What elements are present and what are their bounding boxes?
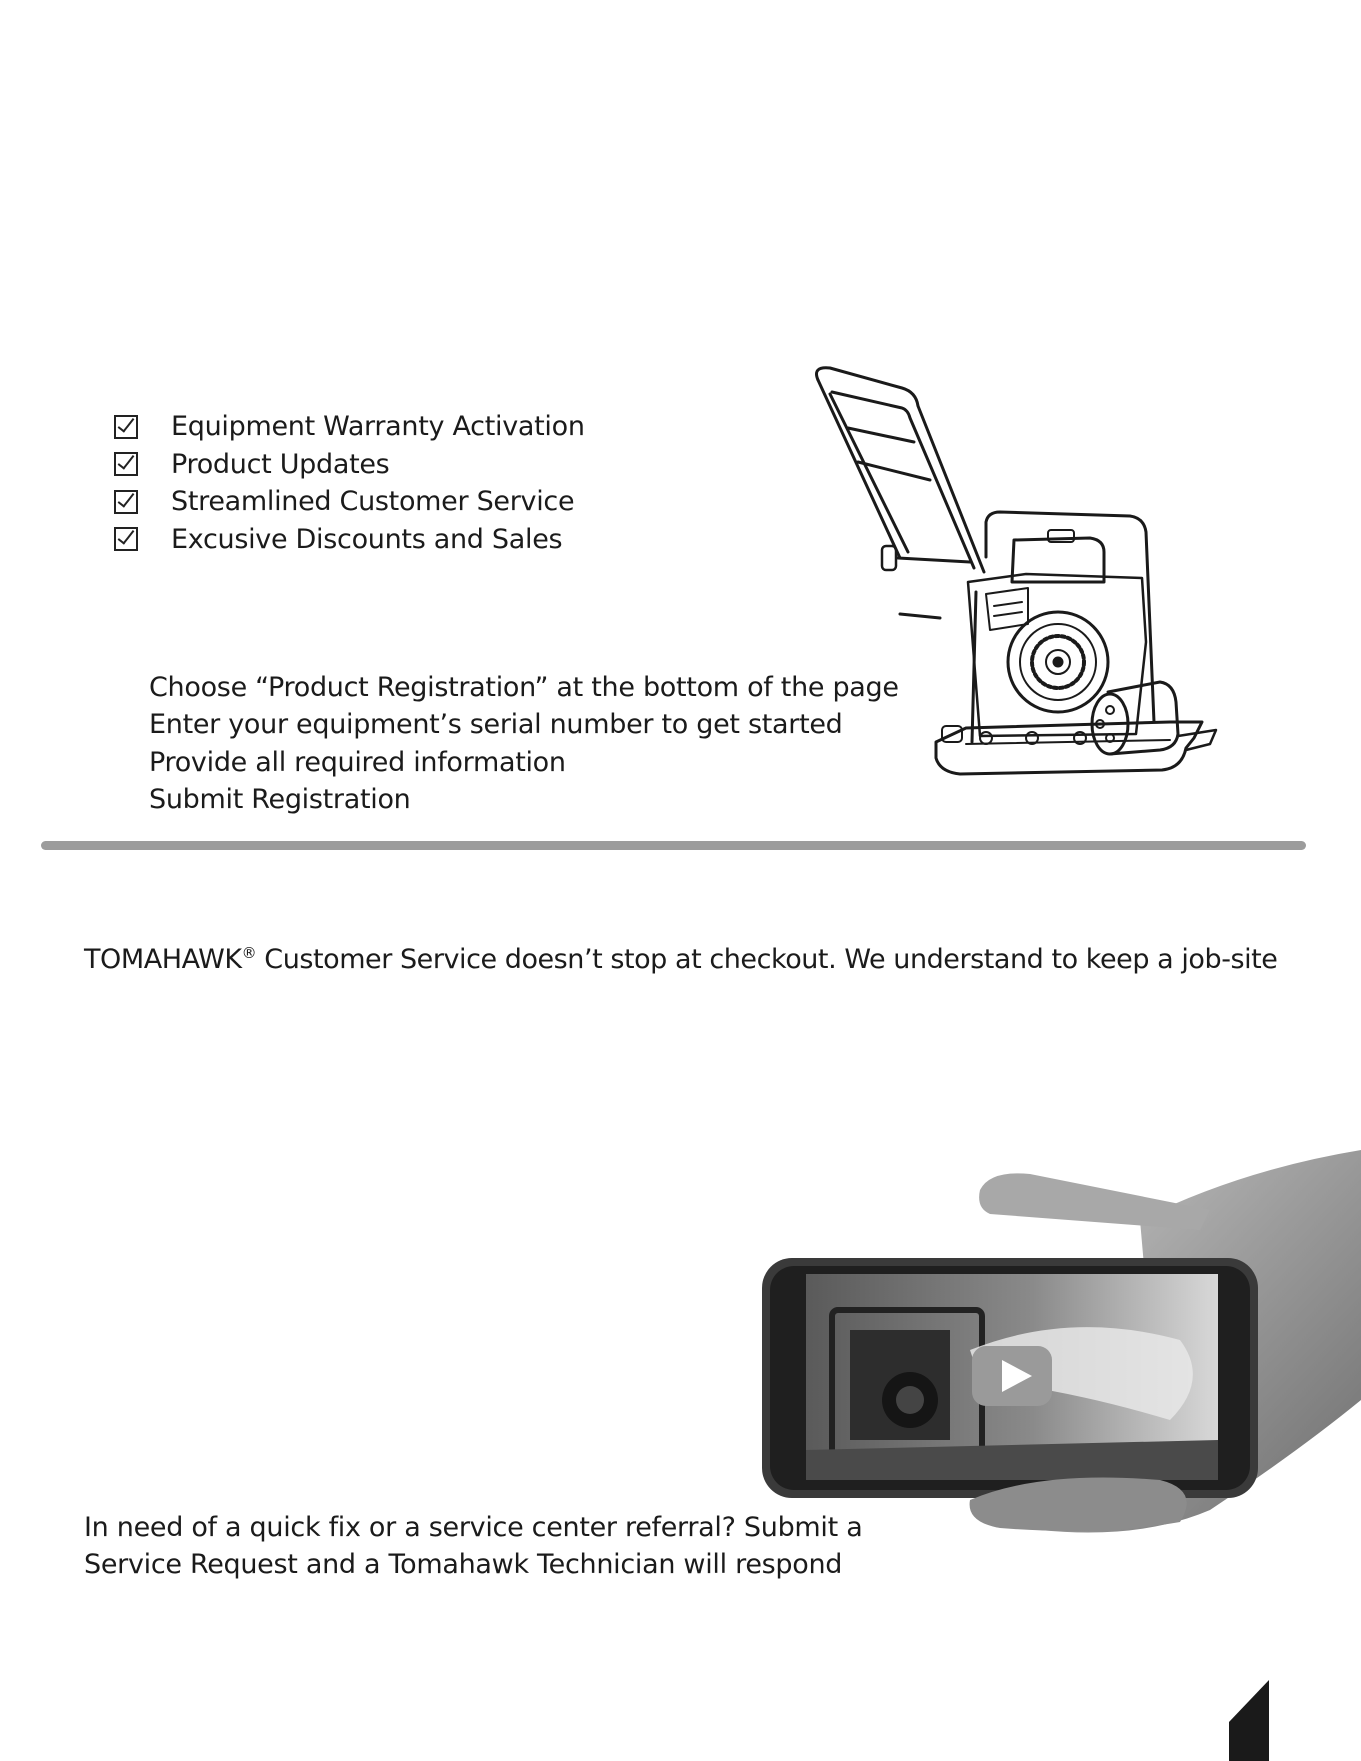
play-icon[interactable] — [972, 1346, 1052, 1406]
step-item: Provide all required information — [149, 746, 566, 778]
page-corner-tab — [1229, 1680, 1269, 1761]
step-item: Enter your equipment’s serial number to get started — [149, 709, 843, 741]
step-item: Choose “Product Registration” at the bottom of the page — [149, 672, 899, 703]
registration-steps — [149, 672, 899, 821]
benefit-label: Product Updates — [171, 448, 390, 480]
checked-box-icon — [114, 527, 138, 551]
benefit-label: Equipment Warranty Activation — [171, 411, 585, 443]
service-request-text — [84, 1512, 862, 1586]
phone-video-illustration — [740, 1150, 1361, 1550]
benefit-item — [114, 408, 585, 446]
brand-name: TOMAHAWK — [84, 944, 242, 975]
service-body: Customer Service doesn’t stop at checkout. We understand to keep a job-site — [256, 944, 1278, 975]
request-line: In need of a quick fix or a service center referral? Submit a — [84, 1512, 863, 1543]
benefit-item — [114, 521, 585, 559]
request-line: Service Request and a Tomahawk Technician will respond — [84, 1549, 843, 1580]
step-item: Submit Registration — [149, 783, 411, 815]
benefit-item — [114, 446, 585, 484]
customer-service-text — [84, 944, 1277, 975]
benefit-label: Excusive Discounts and Sales — [171, 523, 563, 555]
benefit-item — [114, 483, 585, 521]
registered-mark: ® — [241, 944, 257, 962]
section-divider — [41, 841, 1306, 850]
checked-box-icon — [114, 452, 138, 476]
checked-box-icon — [114, 490, 138, 514]
benefits-checklist — [114, 408, 585, 558]
benefit-label: Streamlined Customer Service — [171, 486, 575, 518]
checked-box-icon — [114, 415, 138, 439]
